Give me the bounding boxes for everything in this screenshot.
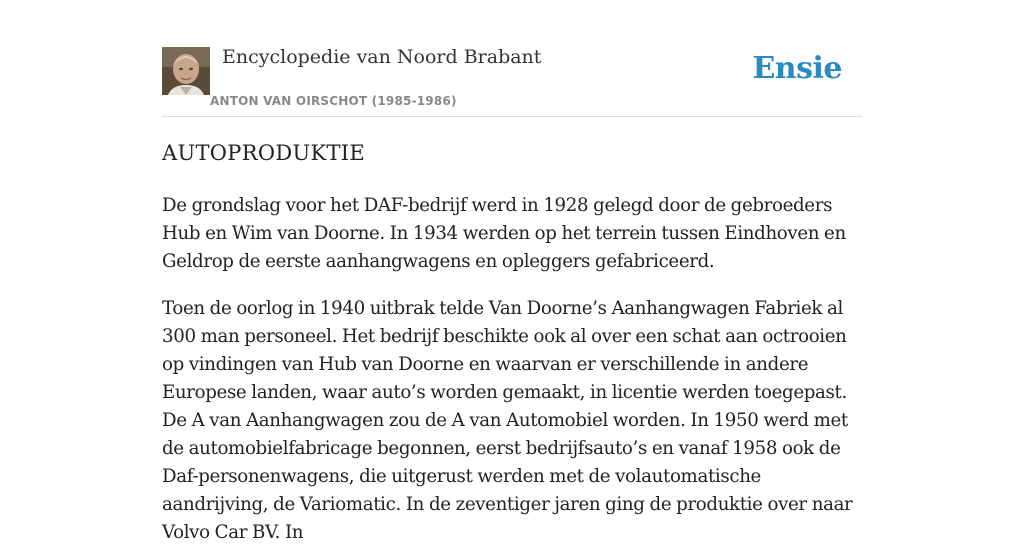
- ensie-logo-link[interactable]: Ensie: [752, 51, 842, 86]
- article-paragraph-2: Toen de oorlog in 1940 uitbrak telde Van Doorne’s Aanhangwagen Fabriek al 300 man personeel. Het bedrijf beschikte ook al over een schat aan octrooien op vindingen van Hub van Doorne en waarvan er verschillende in andere Europese landen, waar auto’s worden gemaakt, in licentie werden toegepast. De A van Aanhangwagen zou de A van Automobiel worden. In 1950 werd met de automobielfabricage begonnen, eerst bedrijfsauto’s en vanaf 1958 ook de Daf-personenwagens, die uitgerust werden met de volautomatische aandrijving, de Variomatic. In de zeventiger jaren ging de produktie over naar Volvo Car BV. In: [162, 298, 853, 543]
- article-title: AUTOPRODUKTIE: [162, 141, 365, 165]
- author-name: ANTON VAN OIRSCHOT (1985-1986): [210, 94, 457, 108]
- page-container: [162, 0, 862, 543]
- author-portrait-image: [162, 47, 210, 95]
- site-title-link[interactable]: Encyclopedie van Noord Brabant: [222, 46, 542, 68]
- article-paragraph-1: De grondslag voor het DAF-bedrijf werd in 1928 gelegd door de gebroeders Hub en Wim van Doorne. In 1934 werden op het terrein tussen Eindhoven en Geldrop de eerste aanhangwagens en opleggers gefabriceerd.: [162, 195, 846, 272]
- author-avatar[interactable]: [162, 47, 210, 95]
- article-header: [162, 0, 862, 117]
